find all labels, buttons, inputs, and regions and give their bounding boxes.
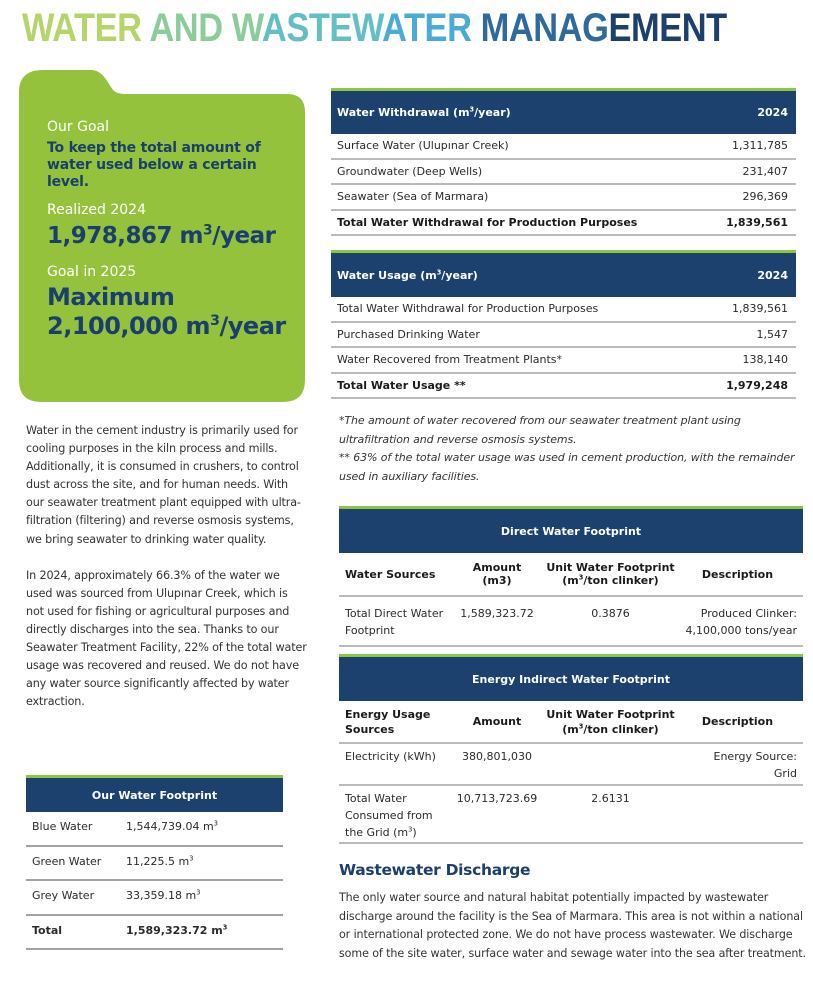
energy-indirect-water-footprint-table: [339, 654, 803, 844]
goal-text: To keep the total amount of water used below a certain level.: [47, 140, 261, 190]
table-row: Groundwater (Deep Wells) 231,407: [331, 160, 796, 186]
table-row: Seawater (Sea of Marmara) 296,369: [331, 185, 796, 211]
water-usage-table: [331, 250, 796, 399]
table-header: Direct Water Footprint: [339, 509, 803, 553]
intro-paragraph-2: In 2024, approximately 66.3% of the water we used was sourced from Ulupınar Creek, which is not used for fishing or agricultural purposes and directly discharges into the sea. Thanks to our Seawater Treatment Facility, 22% of the total water usage was recovered and reused. We do not have any water source significantly affected by water extraction.: [26, 568, 307, 709]
column-headers: Energy Usage Sources Amount Unit Water Footprint ($m^3$/ton clinker) Description: [339, 701, 803, 744]
our-water-footprint-table: [26, 775, 283, 950]
page-title: [22, 4, 727, 52]
table-row: Purchased Drinking Water 1,547: [331, 323, 796, 349]
goal-2025-label: Goal in 2025: [47, 264, 137, 280]
table-row: Water Recovered from Treatment Plants* 138,140: [331, 348, 796, 374]
table-header: Energy Indirect Water Footprint: [339, 657, 803, 701]
table-header: Our Water Footprint: [26, 778, 283, 812]
table-total-row: Total 1,589,323.72 $m^3$: [26, 916, 283, 951]
table-row: Surface Water (Ulupınar Creek) 1,311,785: [331, 134, 796, 160]
goal-2025-value: Maximum 2,100,000 $m^3$/year: [47, 283, 286, 340]
table-header: Water Withdrawal $(m^3/year)$ 2024: [331, 91, 796, 134]
table-row: Electricity (kWh) 380,801,030 Energy Source: Grid: [339, 744, 803, 786]
realized-value: 1,978,867 $m^3$/year: [47, 222, 276, 249]
goal-label: Our Goal: [47, 119, 109, 135]
table-row: Total Water Consumed from the Grid $(m^3)$ 10,713,723.69 2.6131: [339, 786, 803, 844]
table-row: Grey Water 33,359.18 $m^3$: [26, 881, 283, 916]
title-word-and: AND: [149, 6, 223, 50]
table-total-row: Total Water Withdrawal for Production Purposes 1,839,561: [331, 211, 796, 237]
wastewater-heading: Wastewater Discharge: [339, 861, 531, 879]
title-word-water: WATER: [22, 6, 142, 50]
table-header: Water Usage $(m^3/year)$ 2024: [331, 253, 796, 297]
table-footnotes: [339, 412, 799, 486]
goal-card: [19, 62, 305, 402]
title-word-wastewater: WASTEWATER: [231, 6, 472, 50]
table-row: Green Water 11,225.5 $m^3$: [26, 847, 283, 882]
water-withdrawal-table: [331, 88, 796, 236]
direct-water-footprint-table: [339, 506, 803, 647]
table-row: Total Water Withdrawal for Production Purposes 1,839,561: [331, 297, 796, 323]
wastewater-text: The only water source and natural habitat potentially impacted by wastewater discharge around the facility is the Sea of Marmara. This area is not within a national or international protected zone. We do not have process wastewater. We discharge some of the site water, surface water and sewage water into the sea after treatment.: [339, 891, 806, 960]
intro-text: [26, 422, 308, 711]
table-row: Total Direct Water Footprint 1,589,323.72 0.3876 Produced Clinker: 4,100,000 tons/year: [339, 597, 803, 647]
intro-paragraph-1: Water in the cement industry is primarily used for cooling purposes in the kiln process and mills. Additionally, it is consumed in crushers, to control dust across the site, and for human needs. With our seawater treatment plant equipped with ultra-filtration (filtering) and reverse osmosis systems, we bring seawater to drinking water quality.: [26, 424, 301, 546]
column-headers: Water Sources Amount (m3) Unit Water Footprint ($m^3$/ton clinker) Description: [339, 553, 803, 597]
realized-label: Realized 2024: [47, 202, 146, 218]
footnote-1: *The amount of water recovered from our seawater treatment plant using ultrafiltration and reverse osmosis systems.: [339, 414, 741, 446]
footnote-2: ** 63% of the total water usage was used in cement production, with the remainder used in auxiliary facilities.: [339, 451, 795, 483]
table-total-row: Total Water Usage ** 1,979,248: [331, 374, 796, 400]
title-word-management: MANAGEMENT: [480, 6, 727, 50]
table-row: Blue Water 1,544,739.04 $m^3$: [26, 812, 283, 847]
